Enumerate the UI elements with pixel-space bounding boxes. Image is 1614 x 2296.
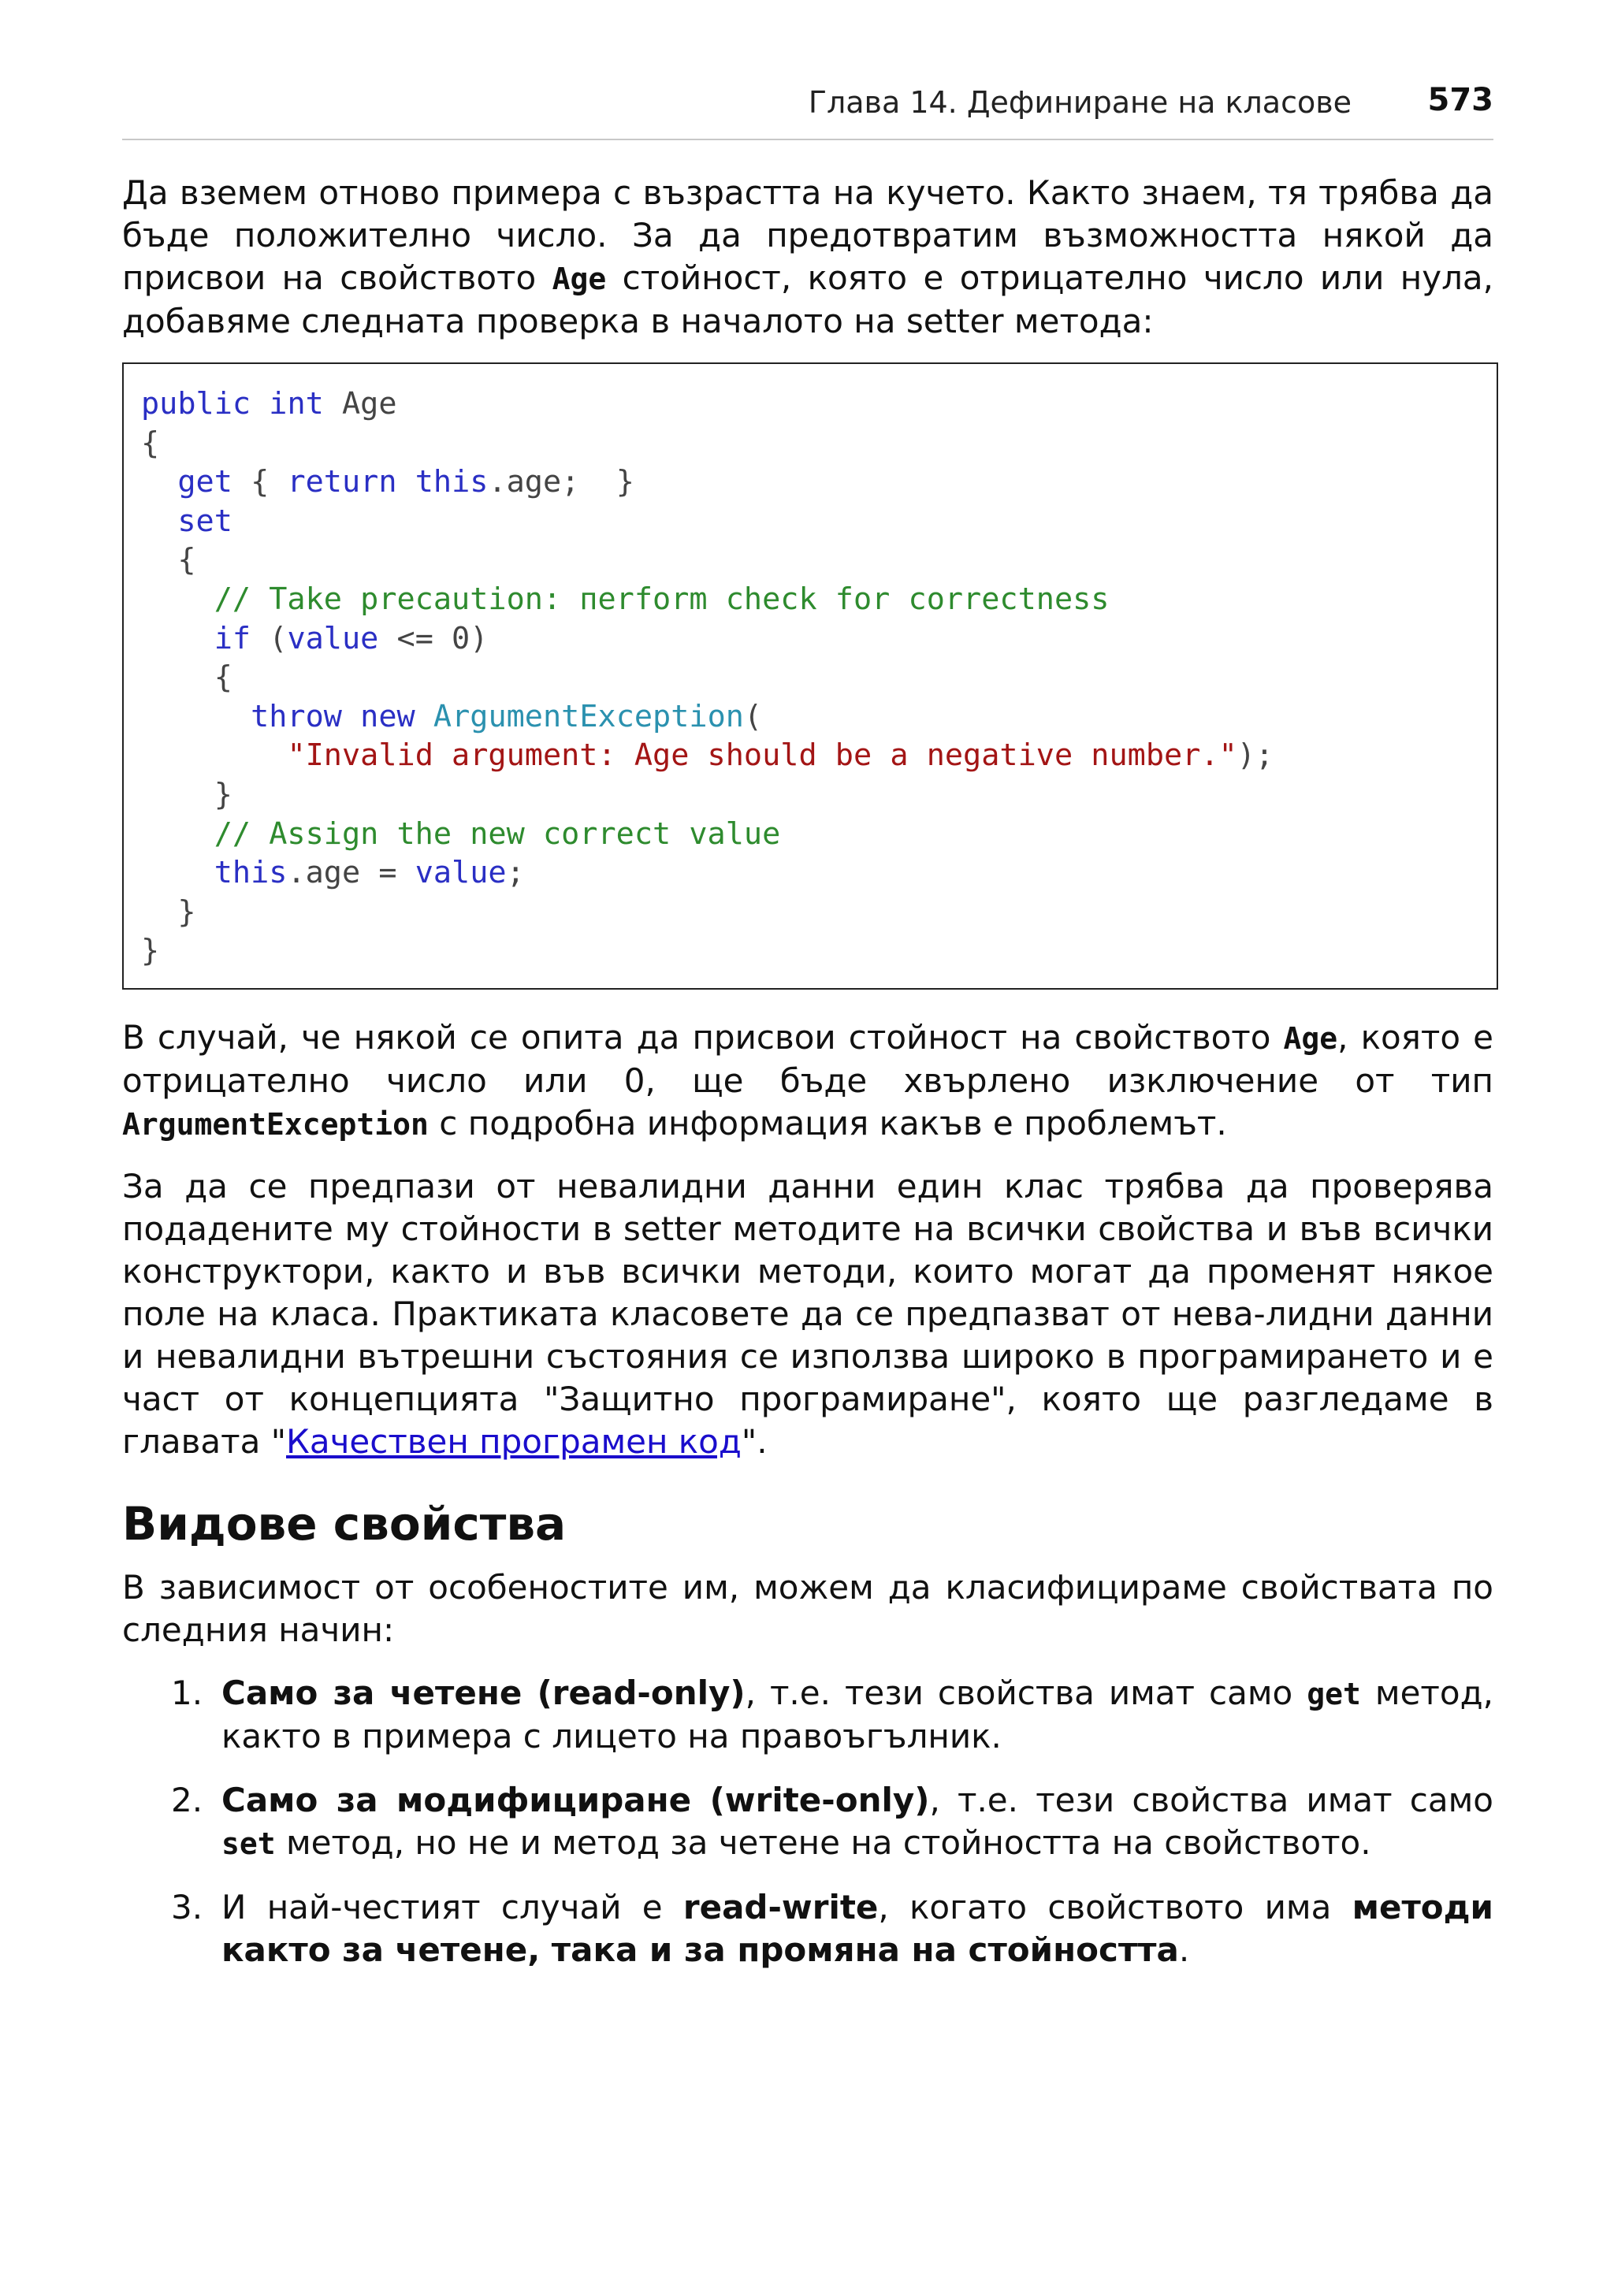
- code-line-10: "Invalid argument: Age should be a negative number.");: [287, 737, 1274, 774]
- running-header: [122, 79, 1493, 140]
- code-block: [141, 385, 1274, 971]
- code-line-5: {: [177, 542, 196, 578]
- code-listing: [122, 362, 1498, 990]
- defensive-programming-paragraph: За да се предпази от невалидни данни един клас трябва да проверява подадените му стойности в setter методите на всички свойства и във всички конструктори, както и във всички методи, които могат да променят някое поле на класа. Практиката класовете да се предпазват от нева-лидни данни и невалидни вътрешни състояния се използва широко в програмирането и е част от концепцията "Защитно програмиране", която ще разгледаме в главата "Качествен програмен код".: [122, 1167, 1493, 1461]
- code-line-15: }: [141, 933, 160, 969]
- code-line-7: if (value <= 0): [214, 620, 489, 656]
- list-number: 2.: [171, 1781, 203, 1819]
- chapter-title: Глава 14. Дефиниране на класове: [808, 85, 1352, 120]
- inline-code-age: Age: [552, 262, 607, 296]
- list-item: [122, 1672, 1493, 1759]
- list-item-body: И най-честият случай е read-write, когато свойството има методи както за четене, така и за промяна на стойността.: [221, 1888, 1493, 1969]
- inline-code-argument-exception: ArgumentException: [122, 1107, 429, 1142]
- quality-code-link[interactable]: Качествен програмен код: [286, 1422, 742, 1461]
- section-heading: Видове свойства: [122, 1497, 567, 1551]
- section-intro: В зависимост от особеностите им, можем да класифицираме свойствата по следния начин:: [122, 1568, 1493, 1649]
- code-line-4: set: [177, 503, 232, 539]
- code-line-11: }: [214, 776, 232, 812]
- code-line-2: {: [141, 425, 160, 461]
- code-line-3: get { return this.age; }: [177, 464, 634, 500]
- list-number: 1.: [171, 1674, 203, 1712]
- inline-code-set: set: [221, 1826, 276, 1861]
- code-line-14: }: [177, 894, 196, 930]
- code-line-6: // Take precaution: пerform check for correctness: [214, 581, 1110, 617]
- exception-paragraph: В случай, че някой се опита да присвои стойност на свойството Age, която е отрицателно число или 0, ще бъде хвърлено изключение от тип ArgumentException с подробна информация какъв е проблемът.: [122, 1018, 1493, 1142]
- code-line-9: throw new ArgumentException(: [251, 698, 763, 734]
- code-line-13: this.age = value;: [214, 855, 525, 891]
- list-item-body: Само за четене (read-only), т.е. тези свойства имат само get метод, както в примера с лицето на правоъгълник.: [221, 1674, 1493, 1755]
- intro-paragraph: [122, 172, 1493, 343]
- code-line-1: public int Age: [141, 386, 397, 422]
- inline-code-age: Age: [1283, 1021, 1338, 1056]
- list-item: [122, 1886, 1493, 1973]
- code-line-12: // Assign the new correct value: [214, 815, 781, 852]
- page-number: 573: [1427, 82, 1493, 118]
- list-number: 3.: [171, 1888, 203, 1926]
- intro-text: Да вземем отново примера с възрастта на кучето. Както знаем, тя трябва да бъде положително число. За да предотвратим възможността някой да присвои на свойството: [122, 173, 1493, 297]
- code-line-8: {: [214, 659, 232, 696]
- list-item: [122, 1779, 1493, 1866]
- inline-code-get: get: [1307, 1677, 1361, 1711]
- intro-text-end: стойност, която е отрицателно число или нула, добавяме следната проверка в началото на setter метода:: [122, 258, 1493, 340]
- list-item-body: Само за модифициране (write-only), т.е. тези свойства имат само set метод, но не и метод за четене на стойността на свойството.: [221, 1781, 1493, 1862]
